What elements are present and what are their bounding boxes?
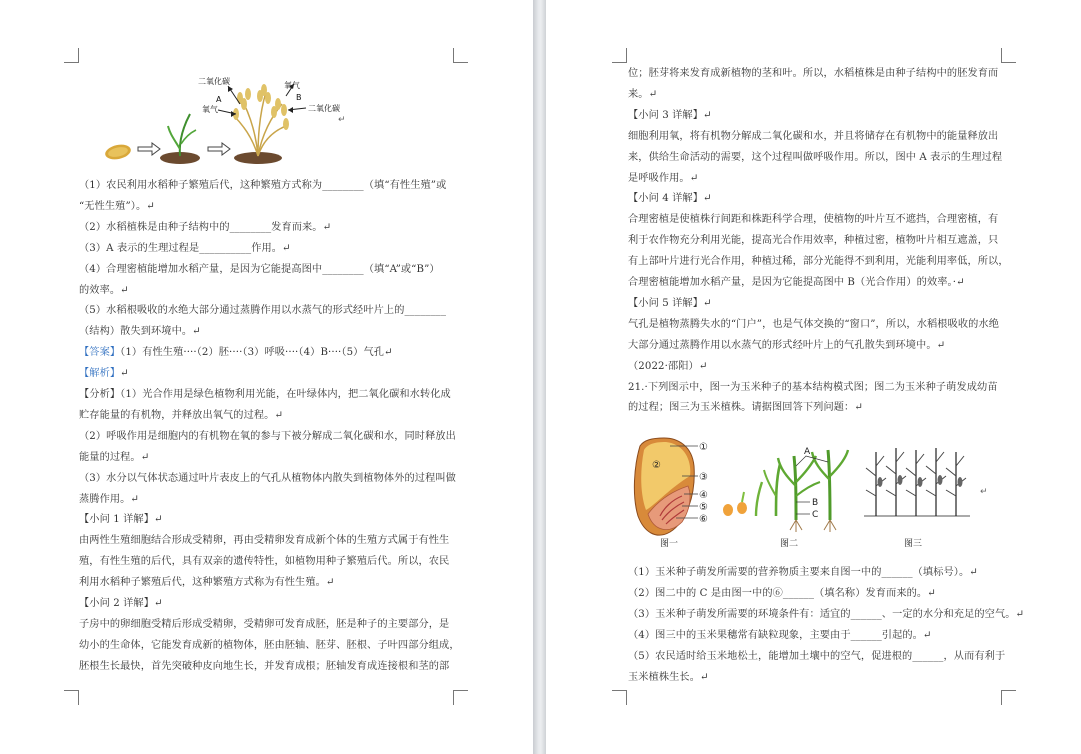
text-line: 【小问 1 详解】↵ (79, 514, 163, 526)
text-line: 来。↵ (628, 88, 658, 100)
text-line: 【小问 5 详解】↵ (628, 297, 712, 309)
label-a: A (216, 95, 222, 104)
text-line: 合理密植是使植株行间距和株距科学合理，使植物的叶片互不遮挡，合理密植，有 (628, 214, 999, 226)
crop-mark (612, 690, 627, 705)
text-line: 的过程；图三为玉米植株。请据图回答下列问题：↵ (628, 402, 863, 414)
svg-text:↵: ↵ (338, 115, 346, 125)
text-line: （4）合理密植能增加水稻产量，是因为它能提高图中________（填“A”或“B”） (79, 263, 440, 275)
rice-growth-figure (100, 74, 380, 166)
text-line: 【小问 2 详解】↵ (79, 598, 163, 609)
crop-mark (64, 690, 79, 705)
text-line: 利于农作物充分利用光能，提高光合作用效率，种植过密，植物叶片相互遮盖，只 (628, 235, 999, 247)
crop-mark (1001, 690, 1016, 705)
text-line: （1）农民利用水稻种子繁殖后代，这种繁殖方式称为________（填“有性生殖”或 (79, 180, 447, 191)
text-line: 【小问 4 详解】↵ (628, 193, 712, 205)
page-gutter (533, 0, 546, 754)
figure-1-caption: 图一 (660, 539, 679, 549)
text-line: 有上部叶片进行光合作用，种植过稀，部分光能得不到利用，光能利用率低，所以， (628, 256, 1009, 268)
text-line: 蒸腾作用。↵ (79, 493, 140, 505)
text-line: 贮存能量的有机物，并释放出氧气的过程。↵ (79, 409, 284, 421)
corn-seed-diagram (634, 438, 694, 535)
text-line: （3）玉米种子萌发所需要的环境条件有：适宜的______、一定的水分和充足的空气。↵ (628, 608, 1025, 620)
text-line: 气孔是植物蒸腾失水的“门户”，也是气体交换的“窗口”，所以，水稻根吸收的水绝 (628, 318, 1000, 330)
text-line: （3）水分以气体状态通过叶片表皮上的气孔从植物体内散失到植物体外的过程叫做 (79, 472, 456, 484)
arrow-icon (208, 143, 230, 155)
text-line: （5）农民适时给玉米地松土，能增加土壤中的空气，促进根的______，从而有利于 (628, 650, 1006, 662)
arrow-icon (138, 143, 160, 155)
text-line: （2022·邵阳）↵ (628, 360, 708, 372)
crop-mark (64, 48, 79, 63)
label-b: B (812, 498, 819, 508)
crop-mark (453, 48, 468, 63)
text-line: 细胞利用氧，将有机物分解成二氧化碳和水，并且将储存在有机物中的能量释放出 (628, 130, 999, 142)
number-2: ② (652, 460, 661, 471)
figure-3-caption: 图三 (904, 539, 923, 549)
number-5: ⑤ (699, 502, 708, 513)
text-line: 利用水稻种子繁殖后代，这种繁殖方式称为有性生殖。↵ (79, 577, 335, 589)
text-line: 胚根生长最快，首先突破种皮向地生长，并发育成根；胚轴发育成连接根和茎的部 (79, 660, 450, 672)
number-4: ④ (699, 490, 708, 501)
label-co2: 二氧化碳 (308, 104, 340, 113)
figure-2-caption: 图二 (780, 539, 799, 549)
text-line: （3）A 表示的生理过程是__________作用。↵ (79, 242, 291, 254)
text-line: （2）图二中的 C 是由图一中的⑥______（填名称）发育而来的。↵ (628, 587, 936, 599)
label-o2: 氧气 (284, 81, 300, 90)
text-line: 殖，有性生殖的后代，具有双亲的遗传特性，如植物用种子繁殖后代。所以，农民 (79, 556, 450, 568)
corn-field-image (864, 448, 970, 516)
text-line: 的效率。↵ (79, 284, 129, 296)
text-line: 【解析】↵ (79, 368, 129, 380)
crop-mark (612, 48, 627, 63)
label-b: B (296, 93, 302, 102)
text-line: （2）呼吸作用是细胞内的有机物在氧的参与下被分解成二氧化碳和水，同时释放出 (79, 430, 456, 442)
corn-figure (630, 436, 990, 554)
text-line: 来，供给生命活动的需要，这个过程叫做呼吸作用。所以，图中 A 表示的生理过程 (628, 151, 1003, 163)
text-line: 位；胚芽将来发育成新植物的茎和叶。所以，水稻植株是由种子结构中的胚发育而 (628, 68, 999, 79)
left-page (0, 0, 533, 754)
label-o2: 氧气 (202, 105, 218, 114)
crop-mark (1001, 48, 1016, 63)
text-line: （2）水稻植株是由种子结构中的________发育而来。↵ (79, 221, 332, 233)
text-line: 能量的过程。↵ (79, 451, 150, 463)
text-line: 子房中的卵细胞受精后形成受精卵，受精卵可发育成胚，胚是种子的主要部分，是 (79, 618, 450, 630)
text-line: （结构）散失到环境中。↵ (79, 326, 201, 338)
text-line: （1）玉米种子萌发所需要的营养物质主要来自图一中的______（填标号）。↵ (628, 567, 978, 578)
label-a: A (804, 447, 811, 457)
number-1: ① (699, 442, 708, 453)
number-6: ⑥ (699, 514, 708, 525)
text-line: 【答案】（1）有性生殖····（2）胚····（3）呼吸····（4）B····（5）气孔↵ (79, 347, 393, 359)
number-3: ③ (699, 472, 708, 483)
text-line: 21.·下列图示中，图一为玉米种子的基本结构模式图；图二为玉米种子萌发成幼苗 (628, 381, 998, 393)
text-line: 大部分通过蒸腾作用以水蒸气的形式经叶片上的气孔散失到环境中。↵ (628, 339, 946, 351)
text-line: （5）水稻根吸收的水绝大部分通过蒸腾作用以水蒸气的形式经叶片上的________ (79, 305, 447, 317)
text-line: 【分析】（1）光合作用是绿色植物利用光能，在叶绿体内，把二氧化碳和水转化成 (79, 389, 451, 400)
text-line: 合理密植能增加水稻产量，是因为它能提高图中 B（光合作用）的效率。·↵ (628, 277, 965, 288)
label-co2: 二氧化碳 (198, 77, 230, 86)
crop-mark (453, 690, 468, 705)
text-line: 幼小的生命体，它能发育成新的植物体，胚由胚轴、胚芽、胚根、子叶四部分组成， (79, 639, 460, 651)
right-page (546, 0, 1081, 754)
text-line: “无性生殖”）。↵ (79, 200, 155, 212)
germination-sequence (723, 450, 848, 532)
text-line: （4）图三中的玉米果穗常有缺粒现象，主要由于______引起的。↵ (628, 629, 932, 641)
svg-text:↵: ↵ (980, 487, 988, 497)
label-c: C (812, 510, 819, 520)
text-line: 【小问 3 详解】↵ (628, 109, 712, 121)
text-line: 玉米植株生长。↵ (628, 671, 709, 683)
text-line: 由两性生殖细胞结合形成受精卵，再由受精卵发育成新个体的生殖方式属于有性生 (79, 535, 450, 547)
text-line: 是呼吸作用。↵ (628, 172, 699, 184)
